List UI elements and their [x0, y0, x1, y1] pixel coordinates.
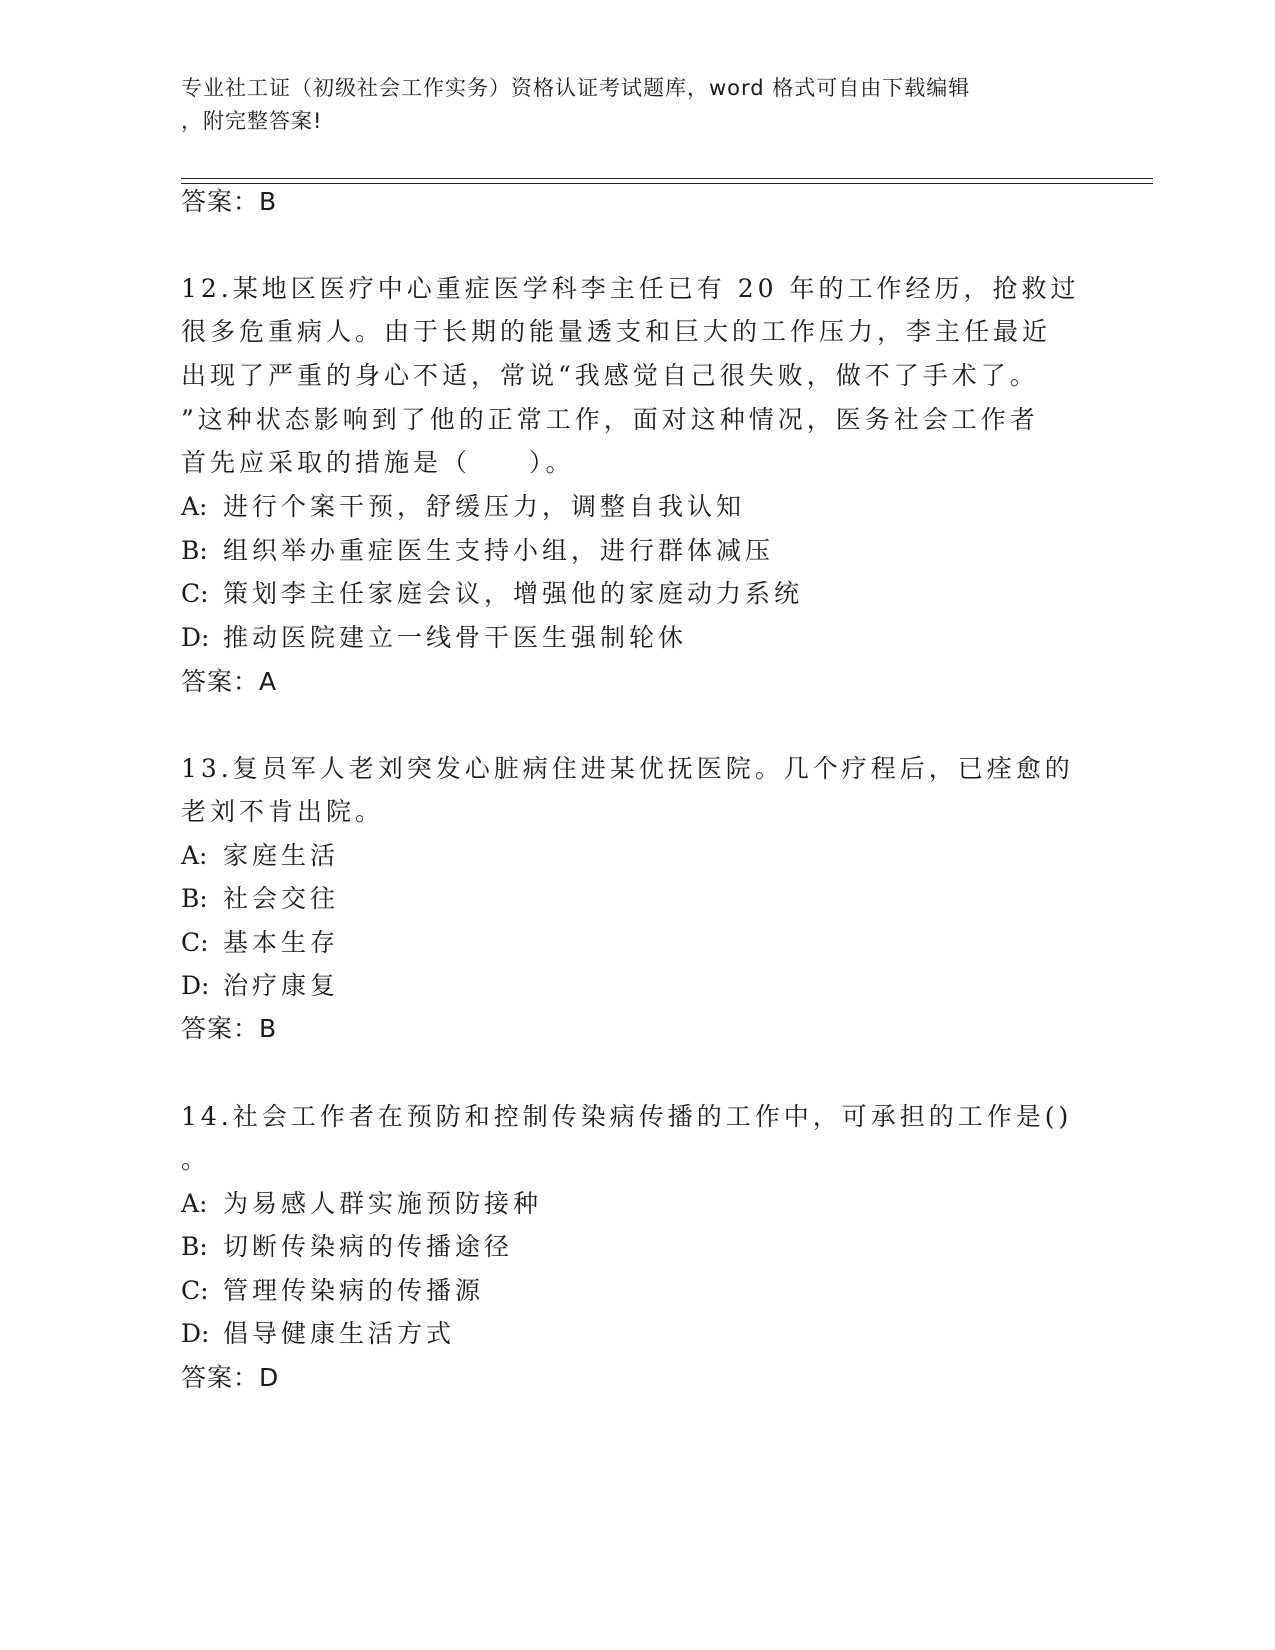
- question-12-line-4: ”这种状态影响到了他的正常工作，面对这种情况，医务社会工作者: [181, 405, 1039, 434]
- question-14-line-1: 14.社会工作者在预防和控制传染病传播的工作中，可承担的工作是(): [181, 1102, 1073, 1131]
- question-14-answer: 答案：D: [181, 1363, 280, 1392]
- question-13-option-a: [181, 839, 339, 873]
- header-divider-top: [181, 178, 1153, 179]
- option-text: 为易感人群实施预防接种: [223, 1189, 543, 1218]
- option-text: 家庭生活: [223, 841, 340, 870]
- option-text: 治疗康复: [223, 971, 340, 1000]
- question-12-option-c: [181, 577, 803, 611]
- option-label: C:: [181, 1276, 209, 1305]
- question-14-line-2: 。: [181, 1145, 211, 1174]
- question-14-option-d: [181, 1317, 455, 1351]
- document-header: [181, 72, 1081, 138]
- question-13-option-d: [181, 969, 339, 1003]
- option-label: C:: [181, 579, 209, 608]
- question-12-answer: 答案：A: [181, 667, 278, 696]
- question-14-option-c: [181, 1274, 484, 1308]
- option-text: 基本生存: [223, 928, 340, 957]
- option-text: 策划李主任家庭会议，增强他的家庭动力系统: [223, 579, 804, 608]
- option-label: D:: [181, 1319, 210, 1348]
- option-text: 切断传染病的传播途径: [223, 1232, 514, 1261]
- question-13-line-1: 13.复员军人老刘突发心脏病住进某优抚医院。几个疗程后，已痊愈的: [181, 754, 1074, 783]
- option-label: D:: [181, 623, 210, 652]
- question-14-option-a: [181, 1187, 542, 1221]
- option-label: B:: [181, 536, 208, 565]
- question-12-line-3: 出现了严重的身心不适，常说“我感觉自己很失败，做不了手术了。: [181, 361, 1039, 390]
- option-label: B:: [181, 1232, 208, 1261]
- previous-answer: 答案：B: [181, 187, 278, 216]
- option-text: 倡导健康生活方式: [223, 1319, 456, 1348]
- question-13-line-2: 老刘不肯出院。: [181, 797, 385, 826]
- question-12-line-5: 首先应采取的措施是（ ）。: [181, 448, 575, 477]
- option-text: 组织举办重症医生支持小组，进行群体减压: [223, 536, 775, 565]
- question-13-option-b: [181, 882, 339, 916]
- header-line-2: ，附完整答案!: [181, 109, 323, 133]
- option-label: B:: [181, 884, 208, 913]
- option-label: A:: [181, 492, 208, 521]
- question-12-line-2: 很多危重病人。由于长期的能量透支和巨大的工作压力，李主任最近: [181, 317, 1052, 346]
- question-13-option-c: [181, 926, 339, 960]
- option-text: 推动医院建立一线骨干医生强制轮休: [223, 623, 688, 652]
- header-divider-bottom: [181, 183, 1153, 184]
- question-12-option-a: [181, 490, 745, 524]
- question-12-option-d: [181, 621, 687, 655]
- question-12-option-b: [181, 534, 774, 568]
- header-line-1: 专业社工证（初级社会工作实务）资格认证考试题库，word 格式可自由下载编辑: [181, 76, 971, 100]
- option-text: 社会交往: [223, 884, 340, 913]
- option-label: A:: [181, 1189, 208, 1218]
- question-14-option-b: [181, 1230, 513, 1264]
- option-label: C:: [181, 928, 209, 957]
- question-13-answer: 答案：B: [181, 1014, 278, 1043]
- option-text: 进行个案干预，舒缓压力，调整自我认知: [223, 492, 746, 521]
- option-label: A:: [181, 841, 208, 870]
- option-label: D:: [181, 971, 210, 1000]
- option-text: 管理传染病的传播源: [223, 1276, 485, 1305]
- question-12-line-1: 12.某地区医疗中心重症医学科李主任已有 20 年的工作经历，抢救过: [181, 274, 1080, 303]
